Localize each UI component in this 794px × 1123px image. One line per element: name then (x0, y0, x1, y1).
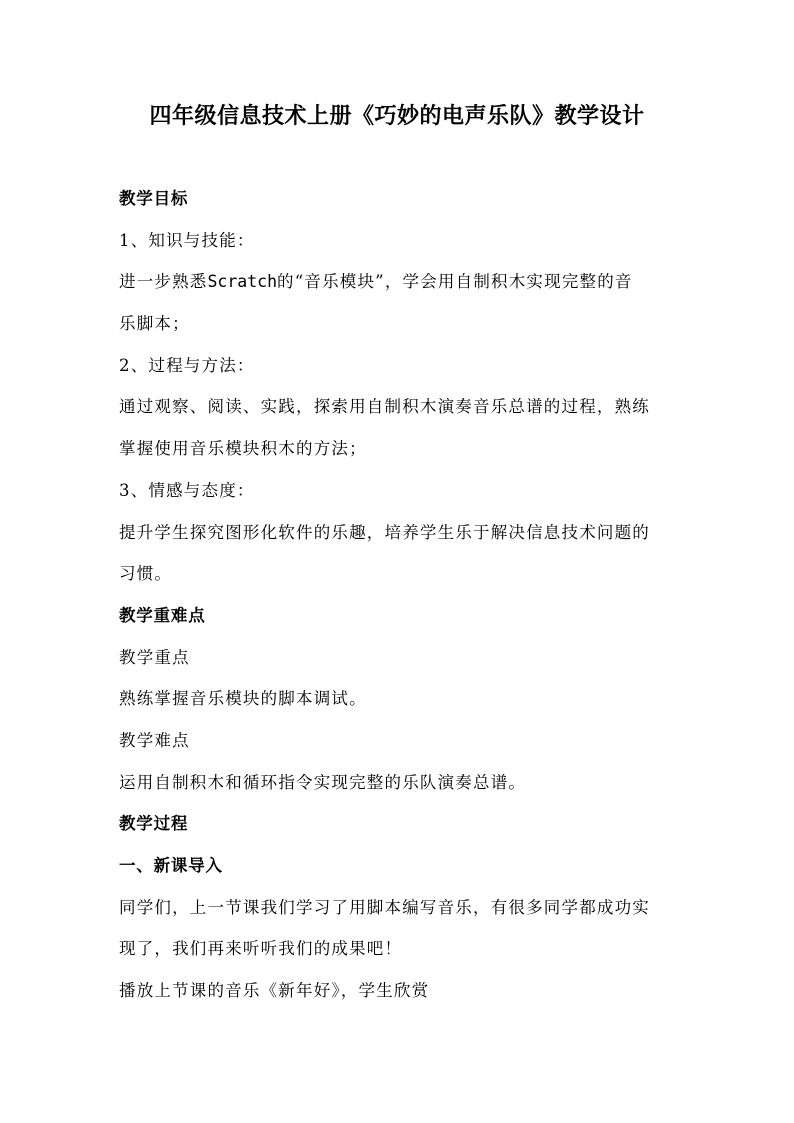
intro-heading: 一、新课导入 (119, 856, 223, 875)
process-heading: 2、过程与方法： (119, 355, 255, 375)
key-point-label: 教学重点 (119, 647, 190, 667)
attitude-line-1: 提升学生探究图形化软件的乐趣，培养学生乐于解决信息技术问题的 (119, 522, 650, 542)
process-line-1: 通过观察、阅读、实践，探索用自制积木演奏音乐总谱的过程，熟练 (119, 397, 650, 417)
document-body (119, 178, 679, 1012)
key-point-text: 熟练掌握音乐模块的脚本调试。 (119, 689, 367, 709)
attitude-line-2: 习惯。 (119, 564, 173, 584)
document-title: 四年级信息技术上册《巧妙的电声乐队》教学设计 (149, 104, 645, 129)
knowledge-line-1 (119, 261, 679, 303)
knowledge-heading: 1、知识与技能： (119, 230, 255, 250)
attitude-heading: 3、情感与态度： (119, 480, 255, 500)
intro-line-1: 同学们，上一节课我们学习了用脚本编写音乐，有很多同学都成功实 (119, 897, 650, 917)
key-points-heading: 教学重难点 (119, 605, 206, 625)
objectives-heading: 教学目标 (119, 189, 189, 208)
intro-line-3: 播放上节课的音乐《新年好》，学生欣赏 (119, 981, 430, 1001)
knowledge-line-1-part-c: 的“音乐模块”，学会用自制积木实现完整的音 (277, 272, 633, 292)
process-line-2: 掌握使用音乐模块积木的方法； (119, 439, 367, 459)
scratch-term: Scratch (207, 272, 278, 292)
difficulty-text: 运用自制积木和循环指令实现完整的乐队演奏总谱。 (119, 772, 527, 792)
knowledge-line-2: 乐脚本； (119, 314, 190, 334)
intro-line-2: 现了，我们再来听听我们的成果吧！ (119, 939, 403, 959)
difficulty-label: 教学难点 (119, 730, 190, 750)
process-main-heading: 教学过程 (119, 814, 189, 834)
knowledge-line-1-part-a: 进一步熟悉 (119, 272, 208, 292)
